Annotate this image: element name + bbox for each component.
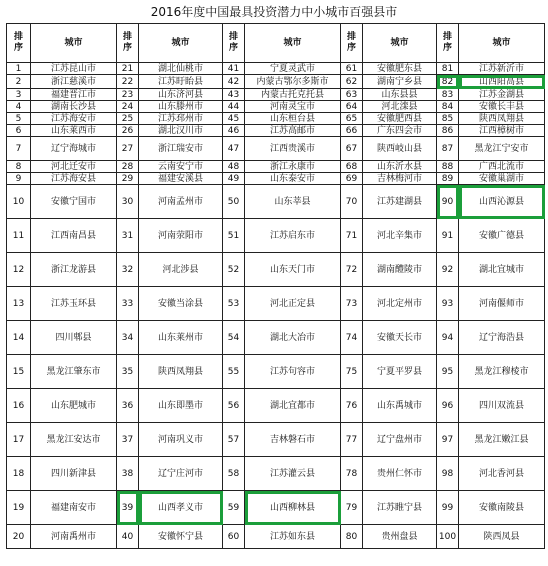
table-row [7, 287, 545, 321]
rank-cell: 63 [341, 89, 363, 101]
rank-cell: 22 [117, 75, 139, 89]
city-cell: 辽宁海浩县 [459, 321, 545, 355]
city-cell: 黑龙江嫩江县 [459, 423, 545, 457]
rank-cell: 4 [7, 101, 31, 113]
rank-cell: 88 [437, 161, 459, 173]
city-cell: 安徽巢湖市 [459, 173, 545, 185]
city-cell: 河北迁安市 [31, 161, 117, 173]
city-cell: 湖南醴陵市 [363, 253, 437, 287]
rank-cell: 74 [341, 321, 363, 355]
city-cell: 山西孝义市 [139, 491, 223, 525]
rank-cell: 87 [437, 137, 459, 161]
city-cell: 吉林梅河市 [363, 173, 437, 185]
rank-cell: 39 [117, 491, 139, 525]
table-row [7, 89, 545, 101]
rank-cell: 58 [223, 457, 245, 491]
city-cell: 河南灵宝市 [245, 101, 341, 113]
city-cell: 山东莱西市 [31, 125, 117, 137]
table-row [7, 321, 545, 355]
city-cell: 宁夏平罗县 [363, 355, 437, 389]
rank-cell: 82 [437, 75, 459, 89]
city-cell: 辽宁庄河市 [139, 457, 223, 491]
rank-cell: 65 [341, 113, 363, 125]
city-cell: 四川新津县 [31, 457, 117, 491]
city-cell: 安徽宁国市 [31, 185, 117, 219]
city-cell: 江苏金湖县 [459, 89, 545, 101]
rank-cell: 10 [7, 185, 31, 219]
table-row [7, 185, 545, 219]
rank-cell: 72 [341, 253, 363, 287]
rank-cell: 7 [7, 137, 31, 161]
city-cell: 山东天门市 [245, 253, 341, 287]
city-cell: 四川双流县 [459, 389, 545, 423]
table-row [7, 75, 545, 89]
city-header: 城市 [139, 24, 223, 63]
city-cell: 宁夏灵武市 [245, 63, 341, 75]
city-cell: 江苏高邮市 [245, 125, 341, 137]
rank-cell: 45 [223, 113, 245, 125]
rank-cell: 6 [7, 125, 31, 137]
city-cell: 安徽长丰县 [459, 101, 545, 113]
city-cell: 山东禹城市 [363, 389, 437, 423]
rank-cell: 97 [437, 423, 459, 457]
city-cell: 浙江永康市 [245, 161, 341, 173]
city-cell: 山西阳高县 [459, 75, 545, 89]
rank-cell: 31 [117, 219, 139, 253]
table-row [7, 491, 545, 525]
rank-cell: 5 [7, 113, 31, 125]
rank-cell: 24 [117, 101, 139, 113]
table-row [7, 137, 545, 161]
city-cell: 辽宁海城市 [31, 137, 117, 161]
rank-cell: 52 [223, 253, 245, 287]
city-cell: 安徽肥东县 [363, 63, 437, 75]
city-cell: 山东莘县 [245, 185, 341, 219]
rank-cell: 17 [7, 423, 31, 457]
city-cell: 河北定州市 [363, 287, 437, 321]
rank-cell: 50 [223, 185, 245, 219]
city-cell: 江西樟树市 [459, 125, 545, 137]
city-cell: 黑龙江肇东市 [31, 355, 117, 389]
table-row [7, 125, 545, 137]
city-cell: 安徽广德县 [459, 219, 545, 253]
rank-cell: 61 [341, 63, 363, 75]
city-cell: 内蒙古托克托县 [245, 89, 341, 101]
city-cell: 河南偃师市 [459, 287, 545, 321]
city-cell: 陕西凤翔县 [139, 355, 223, 389]
rank-cell: 38 [117, 457, 139, 491]
rank-cell: 16 [7, 389, 31, 423]
rank-cell: 8 [7, 161, 31, 173]
city-cell: 贵州仁怀市 [363, 457, 437, 491]
rank-cell: 9 [7, 173, 31, 185]
rank-cell: 35 [117, 355, 139, 389]
rank-cell: 3 [7, 89, 31, 101]
city-cell: 山西沁源县 [459, 185, 545, 219]
city-cell: 湖南长沙县 [31, 101, 117, 113]
rank-cell: 75 [341, 355, 363, 389]
city-cell: 山东沂水县 [363, 161, 437, 173]
rank-cell: 56 [223, 389, 245, 423]
city-cell: 湖南宁乡县 [363, 75, 437, 89]
city-cell: 江苏建湖县 [363, 185, 437, 219]
city-cell: 福建南安市 [31, 491, 117, 525]
city-cell: 江苏句容市 [245, 355, 341, 389]
city-cell: 安徽南陵县 [459, 491, 545, 525]
city-cell: 江苏海安县 [31, 173, 117, 185]
rank-cell: 23 [117, 89, 139, 101]
table-row [7, 63, 545, 75]
city-cell: 四川郫县 [31, 321, 117, 355]
city-cell: 江苏灌云县 [245, 457, 341, 491]
rank-cell: 43 [223, 89, 245, 101]
city-cell: 福建晋江市 [31, 89, 117, 101]
table-row [7, 355, 545, 389]
rank-cell: 40 [117, 525, 139, 549]
rank-cell: 2 [7, 75, 31, 89]
rank-cell: 47 [223, 137, 245, 161]
rank-cell: 73 [341, 287, 363, 321]
rank-cell: 42 [223, 75, 245, 89]
city-cell: 广东四会市 [363, 125, 437, 137]
rank-cell: 33 [117, 287, 139, 321]
city-cell: 浙江瑞安市 [139, 137, 223, 161]
city-cell: 山东莱州市 [139, 321, 223, 355]
city-cell: 山东即墨市 [139, 389, 223, 423]
city-cell: 黑龙江穆棱市 [459, 355, 545, 389]
rank-cell: 62 [341, 75, 363, 89]
city-cell: 湖北大冶市 [245, 321, 341, 355]
rank-cell: 57 [223, 423, 245, 457]
table-row [7, 219, 545, 253]
city-cell: 山东济河县 [139, 89, 223, 101]
rank-cell: 81 [437, 63, 459, 75]
city-cell: 江苏盱眙县 [139, 75, 223, 89]
city-cell: 黑龙江宁安市 [459, 137, 545, 161]
city-cell: 江苏启东市 [245, 219, 341, 253]
table-row [7, 253, 545, 287]
table-row [7, 525, 545, 549]
city-cell: 山东滕州市 [139, 101, 223, 113]
rank-cell: 96 [437, 389, 459, 423]
city-cell: 河南孟州市 [139, 185, 223, 219]
table-header-row [7, 24, 545, 63]
city-cell: 湖北仙桃市 [139, 63, 223, 75]
rank-cell: 95 [437, 355, 459, 389]
city-cell: 河南禹州市 [31, 525, 117, 549]
rank-cell: 69 [341, 173, 363, 185]
rank-cell: 41 [223, 63, 245, 75]
city-cell: 河北香河县 [459, 457, 545, 491]
rank-cell: 99 [437, 491, 459, 525]
city-cell: 陕西凤县 [459, 525, 545, 549]
table-row [7, 423, 545, 457]
city-cell: 山东肥城市 [31, 389, 117, 423]
city-cell: 江苏昆山市 [31, 63, 117, 75]
rank-cell: 64 [341, 101, 363, 113]
city-cell: 安徽肥西县 [363, 113, 437, 125]
table-row [7, 113, 545, 125]
city-cell: 福建安溪县 [139, 173, 223, 185]
rank-cell: 14 [7, 321, 31, 355]
rank-header: 排序 [117, 24, 139, 63]
city-cell: 浙江龙游县 [31, 253, 117, 287]
rank-cell: 55 [223, 355, 245, 389]
rank-cell: 36 [117, 389, 139, 423]
rank-cell: 25 [117, 113, 139, 125]
city-cell: 浙江慈溪市 [31, 75, 117, 89]
table-row [7, 161, 545, 173]
rank-cell: 44 [223, 101, 245, 113]
rank-cell: 20 [7, 525, 31, 549]
city-cell: 江苏如东县 [245, 525, 341, 549]
city-header: 城市 [459, 24, 545, 63]
rank-cell: 54 [223, 321, 245, 355]
rank-cell: 51 [223, 219, 245, 253]
rank-cell: 60 [223, 525, 245, 549]
page-title: 2016年度中国最具投资潜力中小城市百强县市 [150, 5, 398, 19]
city-cell: 陕西凤翔县 [459, 113, 545, 125]
city-cell: 河北涉县 [139, 253, 223, 287]
rank-cell: 53 [223, 287, 245, 321]
city-cell: 江西南昌县 [31, 219, 117, 253]
rank-cell: 28 [117, 161, 139, 173]
rank-cell: 84 [437, 101, 459, 113]
rank-cell: 11 [7, 219, 31, 253]
rank-cell: 100 [437, 525, 459, 549]
city-cell: 河北滦县 [363, 101, 437, 113]
rank-cell: 80 [341, 525, 363, 549]
city-cell: 江苏海安市 [31, 113, 117, 125]
city-cell: 安徽当涂县 [139, 287, 223, 321]
rank-cell: 59 [223, 491, 245, 525]
rank-cell: 92 [437, 253, 459, 287]
rank-cell: 98 [437, 457, 459, 491]
rank-cell: 19 [7, 491, 31, 525]
rank-cell: 49 [223, 173, 245, 185]
city-cell: 安徽天长市 [363, 321, 437, 355]
rank-cell: 68 [341, 161, 363, 173]
city-cell: 河南荥阳市 [139, 219, 223, 253]
rank-header: 排序 [341, 24, 363, 63]
rank-cell: 12 [7, 253, 31, 287]
city-cell: 山东泰安市 [245, 173, 341, 185]
city-cell: 河北辛集市 [363, 219, 437, 253]
rank-cell: 66 [341, 125, 363, 137]
rank-cell: 78 [341, 457, 363, 491]
rank-cell: 34 [117, 321, 139, 355]
rank-cell: 77 [341, 423, 363, 457]
rank-cell: 21 [117, 63, 139, 75]
rank-cell: 70 [341, 185, 363, 219]
city-cell: 江苏睢宁县 [363, 491, 437, 525]
city-cell: 江西贵溪市 [245, 137, 341, 161]
rank-cell: 26 [117, 125, 139, 137]
table-row [7, 389, 545, 423]
city-cell: 云南安宁市 [139, 161, 223, 173]
rank-cell: 89 [437, 173, 459, 185]
city-cell: 湖北宜城市 [459, 253, 545, 287]
city-cell: 陕西岐山县 [363, 137, 437, 161]
city-cell: 江苏玉环县 [31, 287, 117, 321]
city-cell: 山东桓台县 [245, 113, 341, 125]
rank-cell: 48 [223, 161, 245, 173]
city-header: 城市 [245, 24, 341, 63]
city-cell: 安徽怀宁县 [139, 525, 223, 549]
rank-cell: 83 [437, 89, 459, 101]
rank-header: 排序 [223, 24, 245, 63]
city-cell: 广西北流市 [459, 161, 545, 173]
rank-cell: 86 [437, 125, 459, 137]
rank-cell: 93 [437, 287, 459, 321]
rank-cell: 27 [117, 137, 139, 161]
rank-header: 排序 [437, 24, 459, 63]
city-cell: 湖北汉川市 [139, 125, 223, 137]
rank-cell: 15 [7, 355, 31, 389]
city-cell: 辽宁盘州市 [363, 423, 437, 457]
city-cell: 河北正定县 [245, 287, 341, 321]
city-cell: 山东县县 [363, 89, 437, 101]
city-cell: 河南巩义市 [139, 423, 223, 457]
rank-header: 排序 [7, 24, 31, 63]
rank-cell: 1 [7, 63, 31, 75]
rank-cell: 67 [341, 137, 363, 161]
rank-cell: 85 [437, 113, 459, 125]
city-cell: 贵州盘县 [363, 525, 437, 549]
city-cell: 内蒙古鄂尔多斯市 [245, 75, 341, 89]
city-cell: 黑龙江安达市 [31, 423, 117, 457]
rank-cell: 29 [117, 173, 139, 185]
rank-cell: 91 [437, 219, 459, 253]
rank-cell: 18 [7, 457, 31, 491]
rank-cell: 32 [117, 253, 139, 287]
city-header: 城市 [363, 24, 437, 63]
ranking-table [6, 23, 545, 549]
table-row [7, 173, 545, 185]
city-cell: 江苏邳州市 [139, 113, 223, 125]
city-cell: 湖北宜都市 [245, 389, 341, 423]
rank-cell: 37 [117, 423, 139, 457]
rank-cell: 79 [341, 491, 363, 525]
city-cell: 江苏新沂市 [459, 63, 545, 75]
rank-cell: 71 [341, 219, 363, 253]
table-row [7, 101, 545, 113]
table-row [7, 457, 545, 491]
city-header: 城市 [31, 24, 117, 63]
rank-cell: 13 [7, 287, 31, 321]
rank-cell: 46 [223, 125, 245, 137]
rank-cell: 30 [117, 185, 139, 219]
city-cell: 山西柳林县 [245, 491, 341, 525]
city-cell: 吉林磐石市 [245, 423, 341, 457]
rank-cell: 90 [437, 185, 459, 219]
rank-cell: 76 [341, 389, 363, 423]
rank-cell: 94 [437, 321, 459, 355]
